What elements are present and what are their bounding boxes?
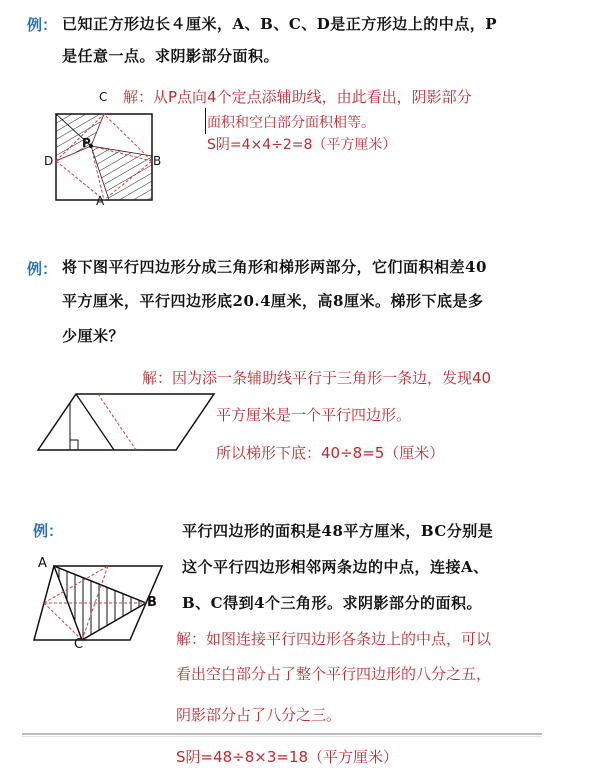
example1-answer-line1: 解：从P点向4个定点添辅助线，由此看出，阴影部分 [123, 88, 472, 106]
page-break-divider [22, 733, 542, 735]
example1-label-b: B [153, 154, 162, 168]
example2-answer-line3: 所以梯形下底：40÷8=5（厘米） [216, 444, 445, 462]
example1-label-a: A [96, 194, 105, 208]
example2-question-line2: 平方厘米，平行四边形底20.4厘米，高8厘米。梯形下底是多 [62, 292, 484, 310]
example3-question-line3: B、C得到4个三角形。求阴影部分的面积。 [182, 594, 483, 612]
example1-question-line2: 是任意一点。求阴影部分面积。 [62, 47, 280, 65]
example2-parallelogram-figure [30, 388, 220, 458]
example2-answer-line1: 解：因为添一条辅助线平行于三角形一条边，发现40 [142, 369, 492, 387]
example2-question-line3: 少厘米？ [62, 327, 125, 345]
example3-label-b: B [147, 595, 157, 610]
text-cursor [205, 108, 206, 134]
example3-question-line2: 这个平行四边形相邻两条边的中点，连接A、 [182, 558, 489, 576]
example1-answer-line2: 面积和空白部分面积相等。 [207, 115, 375, 131]
example1-question-line1: 已知正方形边长４厘米，A、B、C、D是正方形边上的中点，P [62, 15, 498, 33]
example3-answer-line2: 看出空白部分占了整个平行四边形的八分之五， [176, 665, 492, 683]
example3-label-c: C [74, 637, 84, 652]
example3-label-a: A [38, 556, 47, 571]
page-break-shadow [22, 736, 542, 737]
example1-answer-line3: S阴=4×4÷2=8（平方厘米） [207, 137, 397, 153]
example1-label-d: D [44, 154, 54, 168]
example2-tag: 例： [27, 260, 58, 278]
example1-tag: 例： [27, 16, 58, 34]
example3-question-line1: 平行四边形的面积是48平方厘米，BC分别是 [182, 522, 494, 540]
example3-tag: 例： [33, 522, 64, 540]
example3-answer-line1: 解：如图连接平行四边形各条边上的中点，可以 [176, 630, 492, 648]
example1-label-c: C [99, 90, 108, 104]
example2-answer-line2: 平方厘米是一个平行四边形。 [216, 406, 412, 424]
example2-question-line1: 将下图平行四边形分成三角形和梯形两部分，它们面积相差40 [62, 258, 487, 276]
example1-square-figure [40, 108, 170, 208]
example1-label-p: P [82, 136, 91, 150]
example3-answer-line4: S阴=48÷8×3=18（平方厘米） [176, 748, 399, 766]
example3-answer-line3: 阴影部分占了八分之三。 [176, 706, 342, 724]
